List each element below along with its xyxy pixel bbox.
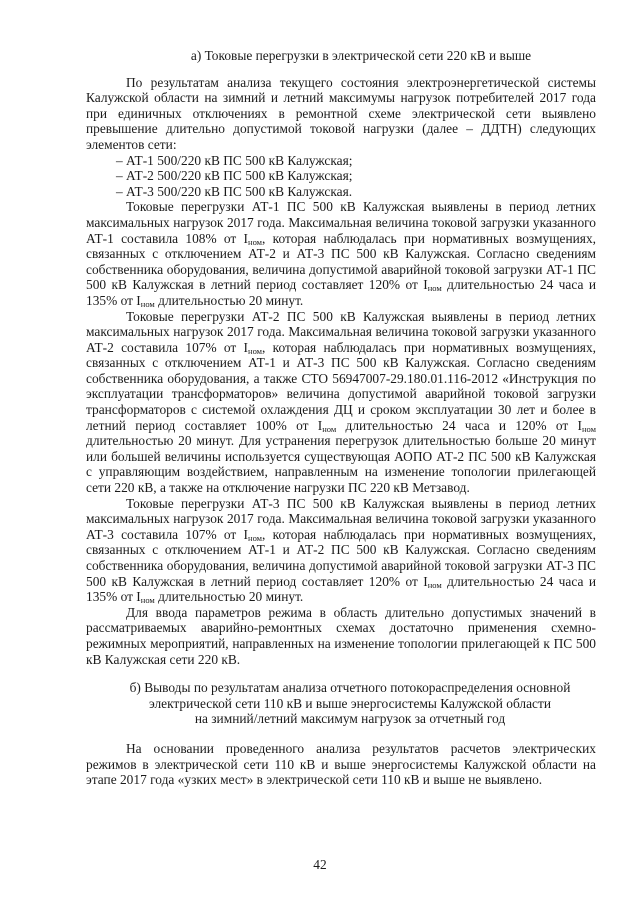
subscript: ном (581, 423, 596, 434)
subscript: ном (140, 595, 155, 606)
at2-overload-paragraph: Токовые перегрузки АТ-2 ПС 500 кВ Калужская выявлены в период летних максимальных нагрузок 2017 года. Максимальная величина токовой загрузки указанного АТ-2 составила 107% от $I_{ном}$, которая наблюдалась при нормативных возмущениях, связанных с отключением АТ-1 и АТ-3 ПС 500 кВ Калужская. Согласно сведениям собственника оборудования, а также СТО 56947007-29.180.01.116-2012 «Инструкция по эксплуатации трансформаторов» величина допустимой аварийной токовой загрузки трансформаторов с системой охлаждения ДЦ и сроком эксплуатации 30 лет и более в летний период составляет 100% от $I_{ном}$ длительностью 24 часа и 120% от $I_{ном}$ длительностью 20 минут. Для устранения перегрузок длительностью больше 20 минут или большей величины используется существующая АОПО АТ-2 ПС 500 кВ Калужская с управляющим воздействием, направленным на изменение топологии прилегающей сети 220 кВ, а также на отключение нагрузки ПС 220 кВ Метзавод. (86, 308, 596, 496)
conclusion-paragraph: На основании проведенного анализа результатов расчетов электрических режимов в электрической сети 110 кВ и выше энергосистемы Калужской области на этапе 2017 года «узких мест» в электрической сети 110 кВ и выше не выявлено. (86, 740, 596, 788)
page-number: 42 (313, 857, 327, 872)
section-heading-a: а) Токовые перегрузки в электрической сети 220 кВ и выше (190, 48, 532, 63)
list-item: – АТ-1 500/220 кВ ПС 500 кВ Калужская; (116, 152, 353, 168)
at3-overload-paragraph: Токовые перегрузки АТ-3 ПС 500 кВ Калужская выявлены в период летних максимальных нагрузок 2017 года. Максимальная величина токовой загрузки указанного АТ-3 составила 107% от $I_{ном}$, которая наблюдалась при нормативных возмущениях, связанных с отключением АТ-1 и АТ-2 ПС 500 кВ Калужская. Согласно сведениям собственника оборудования, величина допустимой аварийной токовой загрузки АТ-3 ПС 500 кВ Калужская в летний период составляет 120% от $I_{ном}$ длительностью 24 часа и 135% от $I_{ном}$ длительностью 20 минут. (86, 495, 596, 606)
list-item: – АТ-2 500/220 кВ ПС 500 кВ Калужская; (116, 168, 353, 184)
at1-overload-paragraph: Токовые перегрузки АТ-1 ПС 500 кВ Калужская выявлены в период летних максимальных нагрузок 2017 года. Максимальная величина токовой загрузки указанного АТ-1 составила 108% от $I_{ном}$, которая наблюдалась при нормативных возмущениях, связанных с отключением АТ-2 и АТ-3 ПС 500 кВ Калужская. Согласно сведениям собственника оборудования, величина допустимой аварийной токовой загрузки АТ-1 ПС 500 кВ Калужская в летний период составляет 120% от $I_{ном}$ длительностью 24 часа и 135% от $I_{ном}$ длительностью 20 минут. (86, 199, 596, 309)
section-heading-b (86, 680, 596, 727)
subscript: ном (248, 532, 263, 543)
subscript: ном (140, 298, 155, 309)
heading-b-line: б) Выводы по результатам анализа отчетного потокораспределения основной (129, 680, 571, 696)
subscript: ном (248, 236, 263, 247)
subscript: ном (322, 423, 337, 434)
subscript: ном (248, 345, 263, 356)
subscript: ном (427, 283, 442, 294)
heading-b-line: электрической сети 110 кВ и выше энергосистемы Калужской области (148, 695, 552, 711)
list-item: – АТ-3 500/220 кВ ПС 500 кВ Калужская. (116, 183, 353, 199)
mode-measures-paragraph: Для ввода параметров режима в область длительно допустимых значений в рассматриваемых аварийно-ремонтных схемах достаточно применения схемно-режимных мероприятий, направленных на изменение топологии прилегающей к ПС 500 кВ Калужская сети 220 кВ. (86, 604, 596, 667)
intro-paragraph: По результатам анализа текущего состояния электроэнергетической системы Калужской области на зимний и летний максимумы нагрузок потребителей 2017 года при единичных отключениях в ремонтной схеме электрической сети выявлено превышение длительно допустимой токовой нагрузки (далее – ДДТН) следующих элементов сети: (86, 74, 596, 152)
heading-b-line: на зимний/летний максимум нагрузок за отчетный год (194, 711, 506, 727)
overloaded-elements-list (86, 153, 596, 200)
subscript: ном (427, 579, 442, 590)
